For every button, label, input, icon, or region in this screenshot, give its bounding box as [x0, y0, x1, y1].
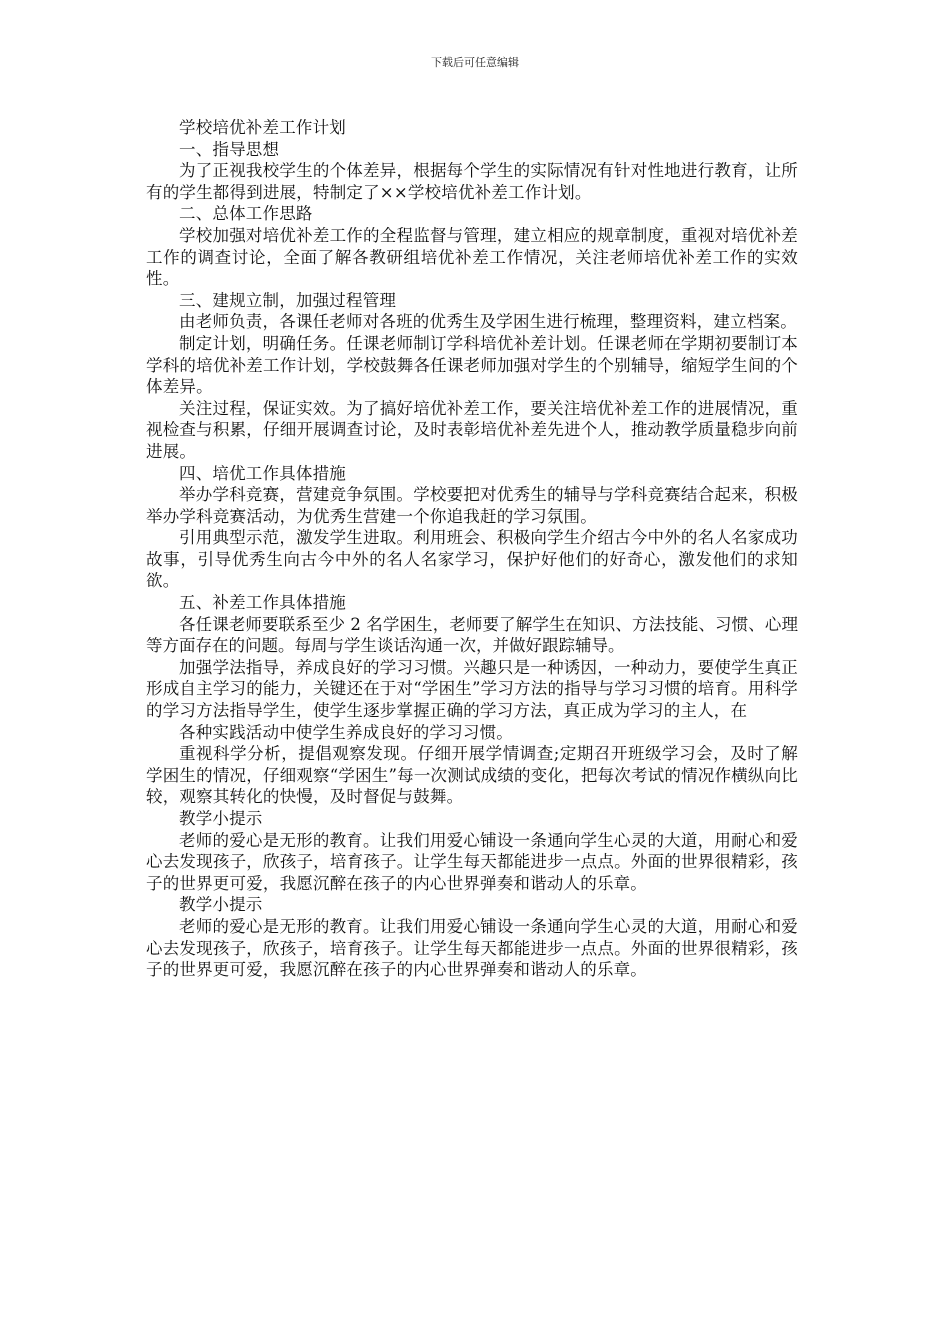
paragraph: 举办学科竞赛，营建竞争氛围。学校要把对优秀生的辅导与学科竞赛结合起来，积极举办学科竞赛活动，为优秀生营建一个你追我赶的学习氛围。: [146, 485, 798, 526]
document-body: [146, 117, 798, 981]
paragraph: 为了正视我校学生的个体差异，根据每个学生的实际情况有针对性地进行教育，让所有的学生都得到进展，特制定了××学校培优补差工作计划。: [146, 161, 798, 202]
section-heading-3: 三、建规立制，加强过程管理: [179, 290, 397, 310]
paragraph: 制定计划，明确任务。任课老师制订学科培优补差计划。任课老师在学期初要制订本学科的培优补差工作计划，学校鼓舞各任课老师加强对学生的个别辅导，缩短学生间的个体差异。: [146, 333, 798, 397]
section-heading-5: 五、补差工作具体措施: [179, 593, 346, 613]
paragraph: 关注过程，保证实效。为了搞好培优补差工作，要关注培优补差工作的进展情况，重视检查与积累，仔细开展调查讨论，及时表彰培优补差先进个人，推动教学质量稳步向前进展。: [146, 398, 798, 461]
tip-heading: 教学小提示: [179, 895, 263, 915]
section-heading-2: 二、总体工作思路: [179, 204, 313, 224]
tip-paragraph: 老师的爱心是无形的教育。让我们用爱心铺设一条通向学生心灵的大道，用耐心和爱心去发现孩子，欣孩子，培育孩子。让学生每天都能进步一点点。外面的世界很精彩，孩子的世界更可爱，我愿沉醉在孩子的内心世界弹奏和谐动人的乐章。: [146, 830, 798, 893]
section-heading-4: 四、培优工作具体措施: [179, 463, 346, 483]
paragraph: 各种实践活动中使学生养成良好的学习习惯。: [179, 722, 513, 742]
page-header-note: 下载后可任意编辑: [431, 56, 519, 69]
paragraph: 各任课老师要联系至少 2 名学困生，老师要了解学生在知识、方法技能、习惯、心理等方面存在的问题。每周与学生谈话沟通一次，并做好跟踪辅导。: [146, 614, 798, 656]
tip-heading: 教学小提示: [179, 809, 263, 828]
tip-paragraph: 老师的爱心是无形的教育。让我们用爱心铺设一条通向学生心灵的大道，用耐心和爱心去发现孩子，欣孩子，培育孩子。让学生每天都能进步一点点。外面的世界很精彩，孩子的世界更可爱，我愿沉醉在孩子的内心世界弹奏和谐动人的乐章。: [146, 916, 798, 980]
paragraph: 由老师负责，各课任老师对各班的优秀生及学困生进行梳理，整理资料，建立档案。: [179, 312, 797, 332]
document-title: 学校培优补差工作计划: [179, 118, 346, 137]
paragraph: 重视科学分析，提倡观察发现。仔细开展学情调查;定期召开班级学习会，及时了解学困生的情况，仔细观察“学困生”每一次测试成绩的变化，把每次考试的情况作横纵向比较，观察其转化的快慢，及时督促与鼓舞。: [146, 744, 798, 807]
section-heading-1: 一、指导思想: [179, 139, 280, 159]
paragraph: 引用典型示范，激发学生进取。利用班会、积极向学生介绍古今中外的名人名家成功故事，引导优秀生向古今中外的名人名家学习，保护好他们的好奇心，激发他们的求知欲。: [146, 528, 798, 591]
paragraph: 学校加强对培优补差工作的全程监督与管理，建立相应的规章制度，重视对培优补差工作的调查讨论，全面了解各教研组培优补差工作情况，关注老师培优补差工作的实效性。: [146, 225, 798, 289]
paragraph: 加强学法指导，养成良好的学习习惯。兴趣只是一种诱因，一种动力，要使学生真正形成自主学习的能力，关键还在于对“学困生”学习方法的指导与学习习惯的培育。用科学的学习方法指导学生，使学生逐步掌握正确的学习方法，真正成为学习的主人，在: [146, 657, 798, 721]
